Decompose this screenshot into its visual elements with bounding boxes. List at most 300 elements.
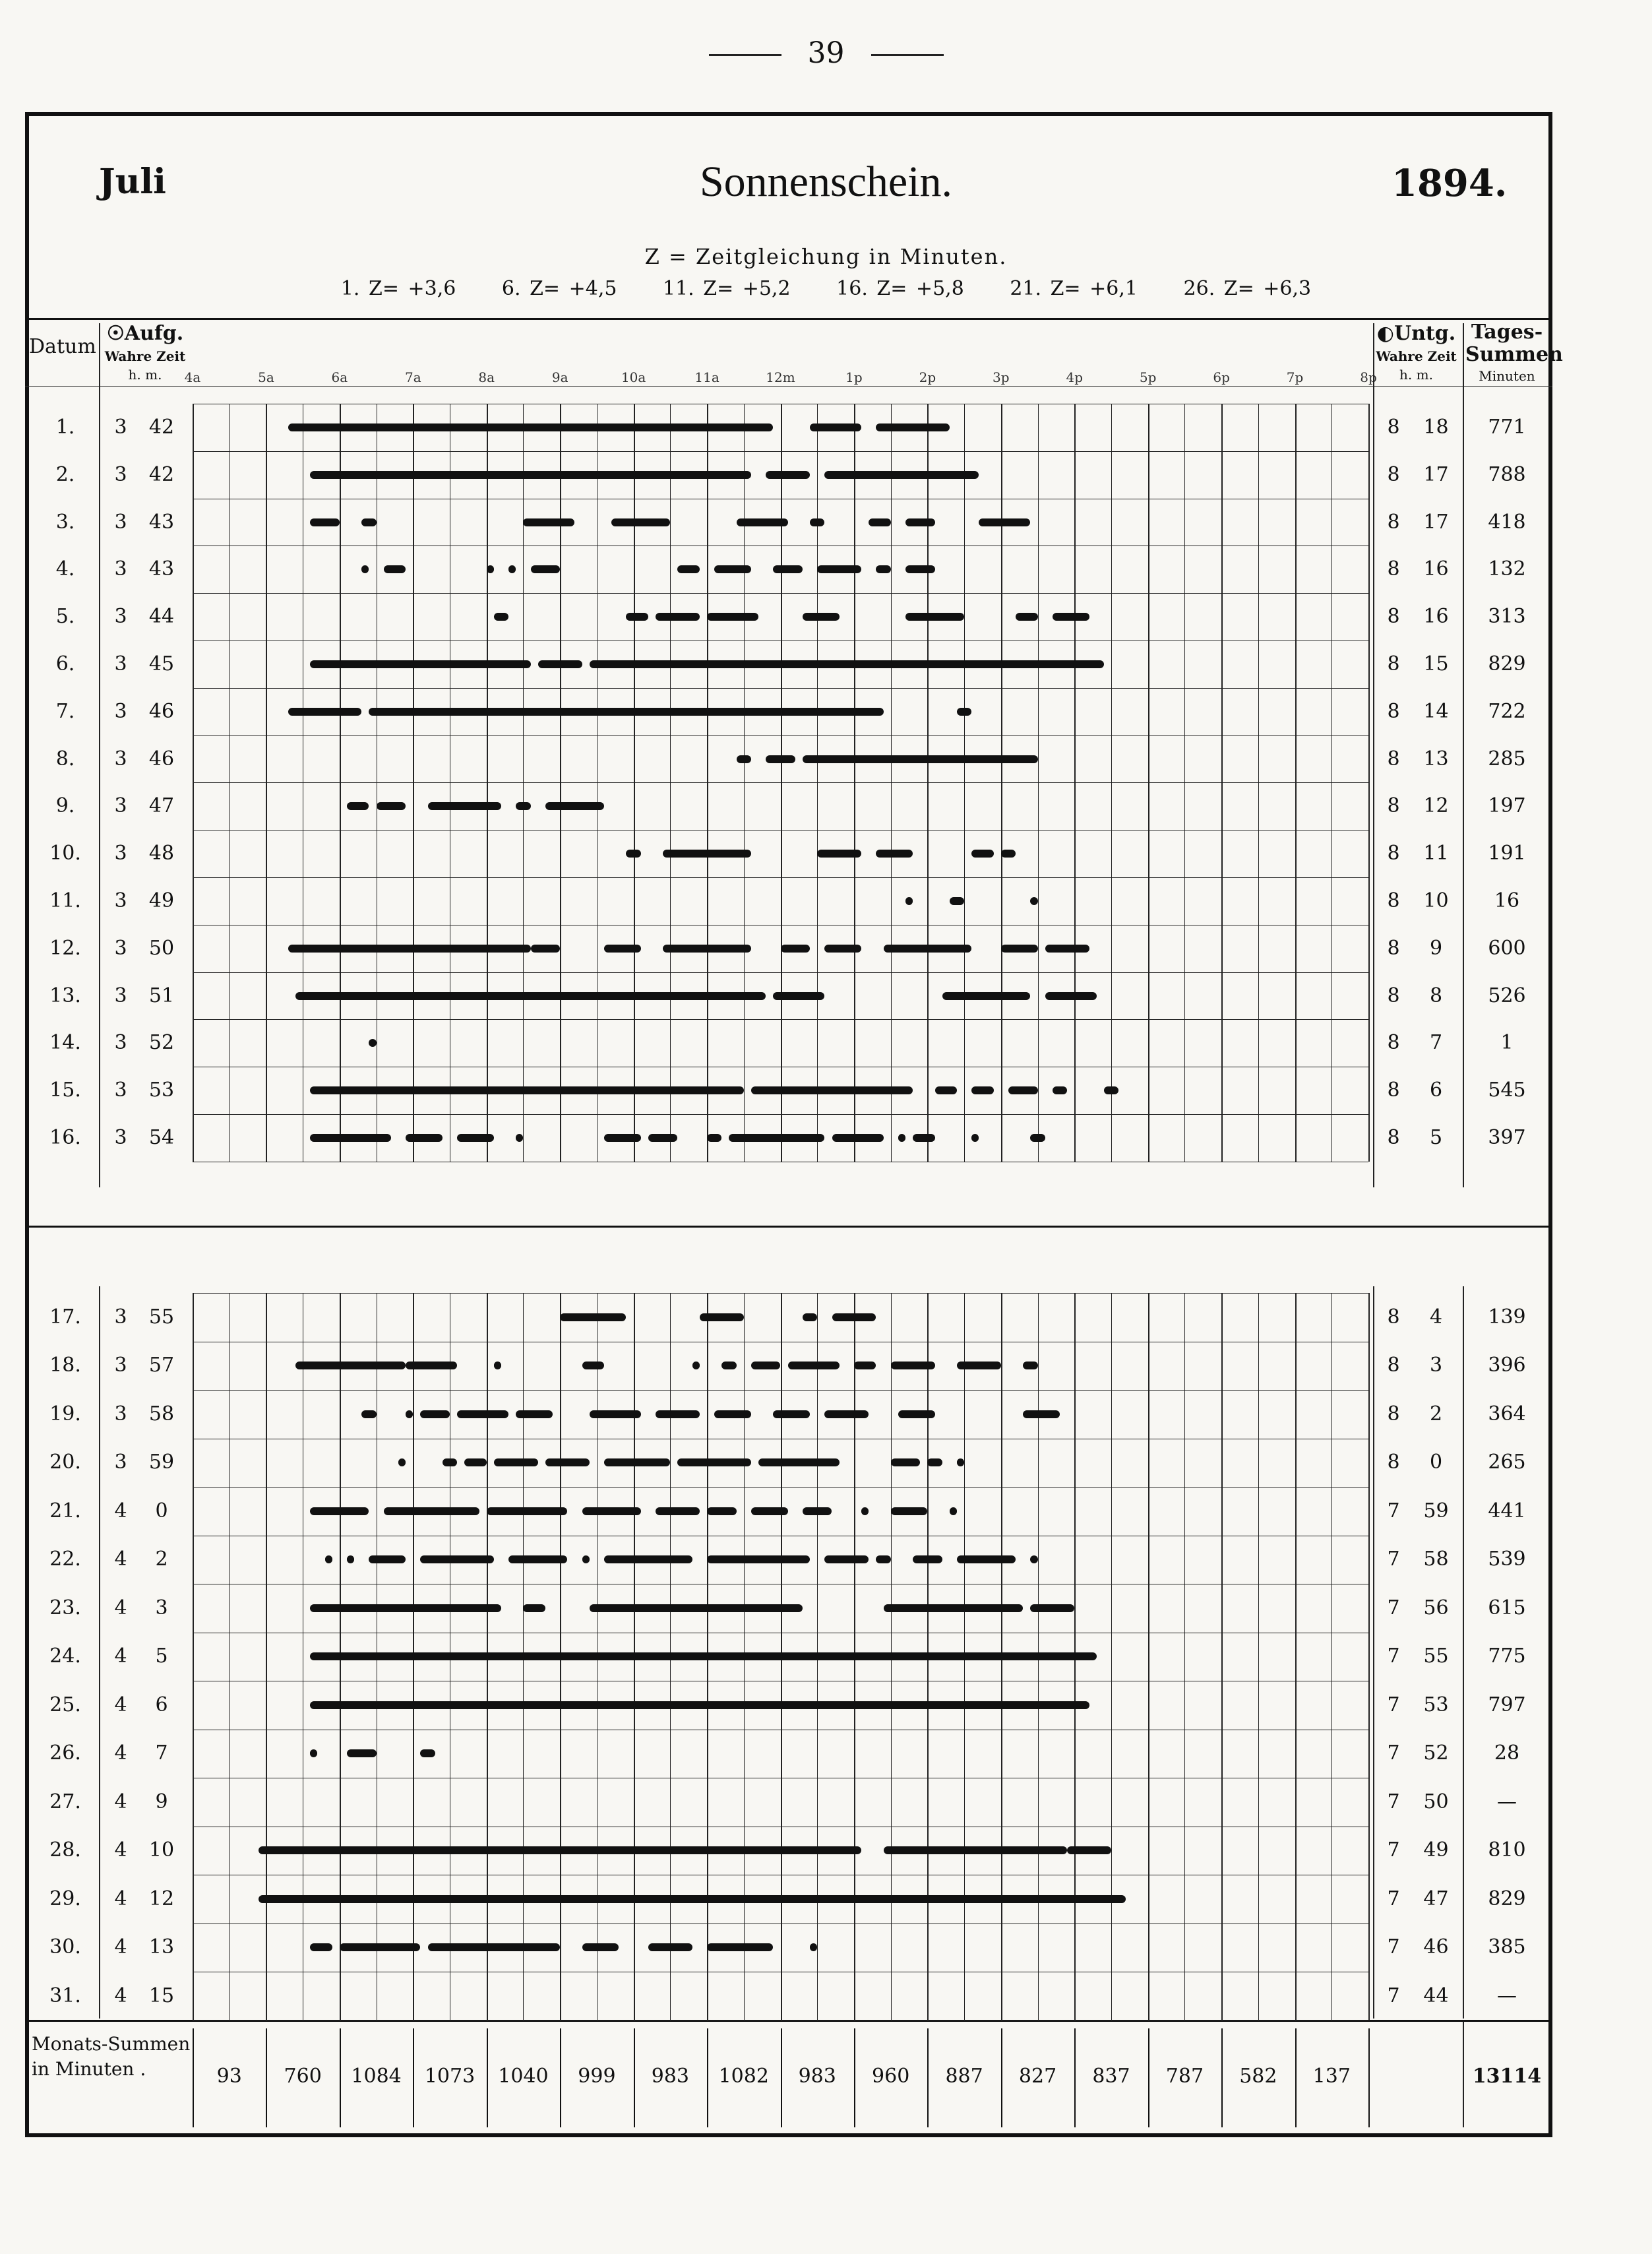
sunrise-hour: 4: [114, 1984, 127, 2007]
monats-sum-value: 1040: [498, 2065, 549, 2088]
hour-tick-label: 9a: [551, 369, 568, 385]
sunshine-segment: [913, 1134, 934, 1142]
sunrise-minute: 57: [148, 1354, 175, 1377]
sunrise-icon: ☉: [106, 322, 125, 345]
sunshine-segment: [428, 1943, 561, 1951]
sunshine-segment: [1067, 1846, 1111, 1854]
sunrise-hour: 3: [114, 1305, 127, 1329]
sunrise-minute: 45: [148, 652, 175, 675]
sunshine-segment: [751, 1507, 788, 1515]
tages-header: Tages-: [1471, 321, 1543, 344]
sunshine-segment: [1001, 850, 1016, 858]
sunrise-minute: 58: [148, 1402, 175, 1425]
monats-sum-value: 582: [1239, 2065, 1277, 2088]
daily-sum: 385: [1488, 1935, 1526, 1959]
sunshine-segment: [369, 1555, 406, 1563]
sunrise-hour: 4: [114, 1596, 127, 1619]
grid-vline: [1184, 1293, 1185, 2020]
z-value: 26. Z= +6,3: [1183, 277, 1312, 300]
sunset-hour: 8: [1387, 747, 1400, 770]
sunset-minute: 16: [1423, 557, 1449, 581]
sunshine-segment: [758, 1458, 840, 1466]
sunshine-segment: [971, 850, 993, 858]
sunrise-minute: 42: [148, 415, 175, 439]
sunshine-segment: [854, 1362, 876, 1369]
hour-tick-label: 8p: [1360, 369, 1377, 385]
row-date: 28.: [49, 1838, 81, 1862]
grid-hline: [193, 877, 1368, 878]
sunrise-hour: 3: [114, 1354, 127, 1377]
grid-hline: [193, 688, 1368, 689]
datum-header: Datum: [29, 335, 96, 358]
sunshine-segment: [979, 518, 1030, 526]
hour-tick-label: 7p: [1286, 369, 1304, 385]
sunshine-segment: [369, 1039, 376, 1047]
sunshine-segment: [310, 1086, 743, 1094]
sunrise-minute: 47: [148, 794, 175, 818]
row-date: 27.: [49, 1790, 81, 1813]
row-date: 13.: [49, 984, 81, 1007]
hour-tick-label: 5p: [1139, 369, 1157, 385]
row-date: 16.: [49, 1125, 81, 1149]
sunrise-minute: 51: [148, 984, 175, 1007]
sunshine-segment: [1030, 1134, 1045, 1142]
monats-sum-value: 1084: [351, 2065, 402, 2088]
sunshine-segment: [560, 1313, 626, 1321]
sunshine-segment: [1104, 1086, 1118, 1094]
monats-summen-label: Monats-Summen in Minuten .: [32, 2033, 191, 2080]
daily-sum: 1: [1500, 1031, 1514, 1055]
page-number: 39: [0, 36, 1652, 70]
grid-hline: [193, 451, 1368, 452]
sunshine-segment: [971, 1086, 993, 1094]
monats-sum-value: 760: [284, 2065, 322, 2088]
sunshine-segment: [406, 1362, 457, 1369]
sunset-icon: ◐: [1376, 322, 1394, 345]
row-date: 25.: [49, 1693, 81, 1716]
sunrise-hour: 3: [114, 1125, 127, 1149]
hour-tick-label: 10a: [621, 369, 646, 385]
sunset-hour: 7: [1387, 1596, 1400, 1619]
monats-summen-total: 13114: [1472, 2065, 1542, 2088]
row-date: 23.: [49, 1596, 81, 1619]
aufg-subheader: Wahre Zeit: [104, 348, 186, 364]
sunshine-segment: [545, 802, 604, 810]
sunset-minute: 9: [1429, 936, 1443, 960]
sunshine-segment: [523, 518, 574, 526]
sunshine-segment: [538, 660, 582, 668]
monats-sum-value: 960: [872, 2065, 910, 2088]
sunrise-minute: 6: [155, 1693, 168, 1716]
sunshine-segment: [781, 945, 811, 953]
sunshine-segment: [1008, 1086, 1038, 1094]
sunset-minute: 47: [1423, 1887, 1449, 1910]
sunshine-segment: [957, 1555, 1016, 1563]
row-date: 19.: [49, 1402, 81, 1425]
monats-sum-value: 983: [798, 2065, 836, 2088]
sunrise-minute: 52: [148, 1031, 175, 1055]
daily-sum: 197: [1488, 794, 1526, 818]
sunshine-segment: [604, 1458, 670, 1466]
sunset-hour: 8: [1387, 415, 1400, 439]
hour-tick-label: 1p: [845, 369, 863, 385]
z-value: 6. Z= +4,5: [501, 277, 617, 300]
sunshine-segment: [288, 945, 531, 953]
hour-tick-label: 12m: [766, 369, 795, 385]
sunshine-segment: [545, 1458, 590, 1466]
sunshine-segment: [737, 518, 788, 526]
untg-hm: h. m.: [1399, 367, 1433, 383]
sunset-hour: 7: [1387, 1741, 1400, 1765]
sunshine-segment: [1023, 1362, 1037, 1369]
sunset-minute: 59: [1423, 1499, 1449, 1522]
sunshine-segment: [714, 1410, 751, 1418]
sunset-minute: 16: [1423, 605, 1449, 629]
sunrise-hour: 3: [114, 605, 127, 629]
row-date: 24.: [49, 1644, 81, 1668]
sunrise-hour: 4: [114, 1741, 127, 1765]
sunshine-segment: [1016, 613, 1037, 621]
sunshine-segment: [950, 897, 964, 905]
sunset-hour: 8: [1387, 699, 1400, 723]
sunshine-segment: [1030, 897, 1037, 905]
grid-vline: [1368, 404, 1370, 1162]
aufg-hm: h. m.: [128, 367, 162, 383]
sunshine-segment: [832, 1134, 884, 1142]
sunshine-segment: [803, 1313, 817, 1321]
sunset-minute: 14: [1423, 699, 1449, 723]
sunrise-hour: 3: [114, 415, 127, 439]
sunshine-segment: [310, 1943, 332, 1951]
sunrise-minute: 53: [148, 1079, 175, 1102]
z-value: 11. Z= +5,2: [663, 277, 791, 300]
sunrise-minute: 0: [155, 1499, 168, 1522]
sunshine-segment: [420, 1555, 493, 1563]
sunshine-segment: [1001, 945, 1038, 953]
page-title: Sonnenschein.: [699, 158, 953, 206]
sunrise-minute: 46: [148, 699, 175, 723]
sunshine-segment: [516, 1410, 553, 1418]
sunset-minute: 13: [1423, 747, 1449, 770]
hour-tick-label: 6p: [1213, 369, 1230, 385]
sunshine-segment: [832, 1313, 876, 1321]
sunshine-segment: [1045, 945, 1089, 953]
sunshine-segment: [1053, 613, 1089, 621]
monats-sum-value: 983: [651, 2065, 689, 2088]
tages-subheader: Summen: [1465, 343, 1563, 366]
grid-vline: [1368, 1293, 1370, 2020]
sunshine-segment: [377, 802, 406, 810]
sunshine-segment: [905, 897, 913, 905]
z-value: 21. Z= +6,1: [1010, 277, 1138, 300]
daily-sum: 418: [1488, 510, 1526, 534]
sunshine-segment: [347, 802, 369, 810]
row-date: 1.: [55, 415, 75, 439]
daily-sum: 829: [1488, 652, 1526, 675]
sunshine-segment: [590, 1604, 803, 1612]
sunshine-segment: [582, 1555, 590, 1563]
grid-hline: [193, 782, 1368, 783]
sunset-hour: 8: [1387, 1402, 1400, 1425]
hour-tick-label: 6a: [331, 369, 348, 385]
daily-sum: 810: [1488, 1838, 1526, 1862]
sunshine-segment: [677, 565, 699, 573]
sunshine-segment: [1053, 1086, 1067, 1094]
daily-sum: 397: [1488, 1125, 1526, 1149]
sunshine-segment: [1023, 1410, 1060, 1418]
row-date: 17.: [49, 1305, 81, 1329]
sunset-hour: 8: [1387, 936, 1400, 960]
sunshine-segment: [347, 1749, 377, 1757]
sunshine-segment: [957, 708, 971, 716]
sunshine-segment: [611, 518, 670, 526]
sunshine-segment: [957, 1362, 1001, 1369]
sunrise-hour: 3: [114, 462, 127, 486]
daily-sum: 771: [1488, 415, 1526, 439]
sunset-hour: 7: [1387, 1838, 1400, 1862]
sunshine-segment: [656, 1410, 700, 1418]
sunshine-segment: [361, 1410, 376, 1418]
sunshine-segment: [420, 1749, 435, 1757]
hour-tick-label: 2p: [919, 369, 936, 385]
monats-sum-value: 827: [1018, 2065, 1057, 2088]
sunrise-hour: 4: [114, 1548, 127, 1571]
row-date: 26.: [49, 1741, 81, 1765]
untg-header: ◐Untg.: [1376, 322, 1456, 345]
sunrise-hour: 3: [114, 889, 127, 912]
sunset-minute: 50: [1423, 1790, 1449, 1813]
sunshine-segment: [494, 613, 508, 621]
sunshine-segment: [905, 518, 935, 526]
sunset-minute: 46: [1423, 1935, 1449, 1959]
sunshine-segment: [259, 1846, 861, 1854]
monats-sum-value: 1073: [424, 2065, 475, 2088]
sunshine-segment: [531, 565, 561, 573]
row-date: 3.: [55, 510, 75, 534]
sunset-hour: 8: [1387, 1451, 1400, 1474]
daily-sum: 265: [1488, 1451, 1526, 1474]
daily-sum: 396: [1488, 1354, 1526, 1377]
row-date: 7.: [55, 699, 75, 723]
daily-sum: 441: [1488, 1499, 1526, 1522]
daily-sum: 600: [1488, 936, 1526, 960]
sunshine-segment: [648, 1134, 678, 1142]
sunshine-segment: [927, 1458, 942, 1466]
z-value: 16. Z= +5,8: [836, 277, 964, 300]
sunset-minute: 53: [1423, 1693, 1449, 1716]
sunshine-segment: [487, 1507, 568, 1515]
sunshine-segment: [464, 1458, 486, 1466]
sunshine-segment: [810, 423, 861, 431]
sunshine-segment: [531, 945, 561, 953]
sunrise-hour: 3: [114, 842, 127, 865]
sunshine-segment: [737, 755, 751, 763]
sunset-hour: 8: [1387, 794, 1400, 818]
sunshine-segment: [707, 1134, 721, 1142]
hour-tick-label: 11a: [694, 369, 719, 385]
sunrise-hour: 4: [114, 1838, 127, 1862]
sunshine-segment: [803, 1507, 832, 1515]
grid-vline: [266, 1293, 267, 2020]
sunrise-hour: 3: [114, 557, 127, 581]
row-date: 14.: [49, 1031, 81, 1055]
sunshine-segment: [1030, 1555, 1037, 1563]
sunshine-segment: [891, 1362, 935, 1369]
sunshine-segment: [876, 850, 913, 858]
sunset-minute: 7: [1429, 1031, 1443, 1055]
sunshine-segment: [692, 1362, 700, 1369]
sunrise-hour: 3: [114, 1451, 127, 1474]
monats-sum-value: 93: [216, 2065, 242, 2088]
daily-sum: 539: [1488, 1548, 1526, 1571]
daily-sum: 775: [1488, 1644, 1526, 1668]
sunshine-segment: [384, 565, 406, 573]
sunrise-minute: 44: [148, 605, 175, 629]
sunshine-segment: [310, 660, 530, 668]
sunset-minute: 0: [1429, 1451, 1443, 1474]
sunshine-segment: [773, 565, 803, 573]
daily-sum: 16: [1494, 889, 1520, 912]
sunshine-segment: [295, 1362, 406, 1369]
sunrise-minute: 59: [148, 1451, 175, 1474]
sunshine-segment: [582, 1362, 604, 1369]
sunshine-segment: [259, 1895, 1126, 1903]
sunset-minute: 10: [1423, 889, 1449, 912]
sunrise-hour: 4: [114, 1790, 127, 1813]
hour-tick-label: 5a: [258, 369, 274, 385]
monats-sum-value: 787: [1165, 2065, 1204, 2088]
sunrise-hour: 4: [114, 1693, 127, 1716]
daily-sum: 28: [1494, 1741, 1520, 1765]
sunrise-hour: 3: [114, 652, 127, 675]
sunshine-segment: [406, 1134, 443, 1142]
daily-sum: 829: [1488, 1887, 1526, 1910]
sunset-minute: 3: [1429, 1354, 1443, 1377]
sunrise-minute: 55: [148, 1305, 175, 1329]
sunshine-segment: [604, 1134, 641, 1142]
sunshine-segment: [361, 518, 376, 526]
sunshine-segment: [369, 708, 883, 716]
sunshine-segment: [582, 1507, 641, 1515]
sunshine-segment: [1030, 1604, 1074, 1612]
sunrise-minute: 43: [148, 557, 175, 581]
z-values: [0, 277, 1652, 300]
sunrise-minute: 5: [155, 1644, 168, 1668]
daily-sum: 132: [1488, 557, 1526, 581]
sunshine-segment: [508, 1555, 567, 1563]
sunshine-segment: [817, 565, 861, 573]
grid-vline: [1111, 1293, 1112, 2020]
sunshine-segment: [310, 1134, 391, 1142]
row-date: 11.: [49, 889, 81, 912]
grid-hline: [193, 1293, 1368, 1294]
sunset-minute: 11: [1423, 842, 1449, 865]
sunrise-hour: 3: [114, 699, 127, 723]
row-date: 12.: [49, 936, 81, 960]
sunshine-segment: [751, 1362, 781, 1369]
row-date: 9.: [55, 794, 75, 818]
sunshine-segment: [582, 1943, 619, 1951]
grid-hline: [193, 1390, 1368, 1391]
sunrise-hour: 4: [114, 1644, 127, 1668]
sunshine-segment: [898, 1134, 905, 1142]
sunshine-segment: [803, 755, 1038, 763]
z-value: 1. Z= +3,6: [340, 277, 456, 300]
monats-sum-value: 887: [945, 2065, 983, 2088]
sunshine-segment: [406, 1410, 413, 1418]
sunshine-segment: [707, 613, 758, 621]
sunshine-segment: [803, 613, 840, 621]
sunset-hour: 8: [1387, 1125, 1400, 1149]
row-date: 10.: [49, 842, 81, 865]
row-date: 6.: [55, 652, 75, 675]
sunshine-segment: [876, 423, 949, 431]
sunset-minute: 17: [1423, 510, 1449, 534]
sunrise-minute: 54: [148, 1125, 175, 1149]
sunset-hour: 8: [1387, 1305, 1400, 1329]
sunshine-segment: [494, 1458, 538, 1466]
sunrise-hour: 3: [114, 936, 127, 960]
sunshine-segment: [663, 945, 751, 953]
year-label: 1894.: [1392, 162, 1508, 205]
sunshine-segment: [604, 945, 641, 953]
sunrise-minute: 46: [148, 747, 175, 770]
sunrise-minute: 2: [155, 1548, 168, 1571]
sunshine-segment: [950, 1507, 957, 1515]
grid-vline: [1331, 1293, 1332, 2020]
untg-subheader: Wahre Zeit: [1376, 348, 1457, 364]
sunset-hour: 8: [1387, 557, 1400, 581]
tages-unit: Minuten: [1479, 368, 1535, 384]
sunshine-segment: [707, 1555, 810, 1563]
sunshine-segment: [876, 1555, 890, 1563]
aufg-header: ☉Aufg.: [106, 322, 184, 345]
sunshine-segment: [310, 1604, 501, 1612]
sunrise-hour: 4: [114, 1935, 127, 1959]
sunshine-segment: [443, 1458, 457, 1466]
sunset-minute: 55: [1423, 1644, 1449, 1668]
sunshine-segment: [310, 471, 751, 479]
sunset-minute: 8: [1429, 984, 1443, 1007]
sunshine-segment: [288, 423, 773, 431]
sunset-minute: 58: [1423, 1548, 1449, 1571]
row-date: 20.: [49, 1451, 81, 1474]
sunset-hour: 8: [1387, 1079, 1400, 1102]
sunrise-minute: 9: [155, 1790, 168, 1813]
sunshine-segment: [656, 613, 700, 621]
sunshine-segment: [648, 1943, 692, 1951]
sunshine-segment: [626, 850, 640, 858]
sunshine-segment: [891, 1507, 928, 1515]
sunshine-segment: [824, 1410, 869, 1418]
sunshine-segment: [751, 1086, 913, 1094]
sunset-minute: 12: [1423, 794, 1449, 818]
sunshine-segment: [457, 1410, 508, 1418]
sunshine-segment: [516, 802, 530, 810]
sunrise-minute: 50: [148, 936, 175, 960]
sunshine-segment: [714, 565, 751, 573]
monats-sum-value: 999: [578, 2065, 616, 2088]
sunshine-segment: [766, 755, 795, 763]
monats-divider: [1368, 2028, 1370, 2127]
sunshine-segment: [310, 518, 340, 526]
daily-sum: 722: [1488, 699, 1526, 723]
sunset-hour: 7: [1387, 1887, 1400, 1910]
sunshine-segment: [1045, 992, 1097, 1000]
month-label: Juli: [99, 162, 166, 202]
sunset-hour: 8: [1387, 605, 1400, 629]
daily-sum: 285: [1488, 747, 1526, 770]
